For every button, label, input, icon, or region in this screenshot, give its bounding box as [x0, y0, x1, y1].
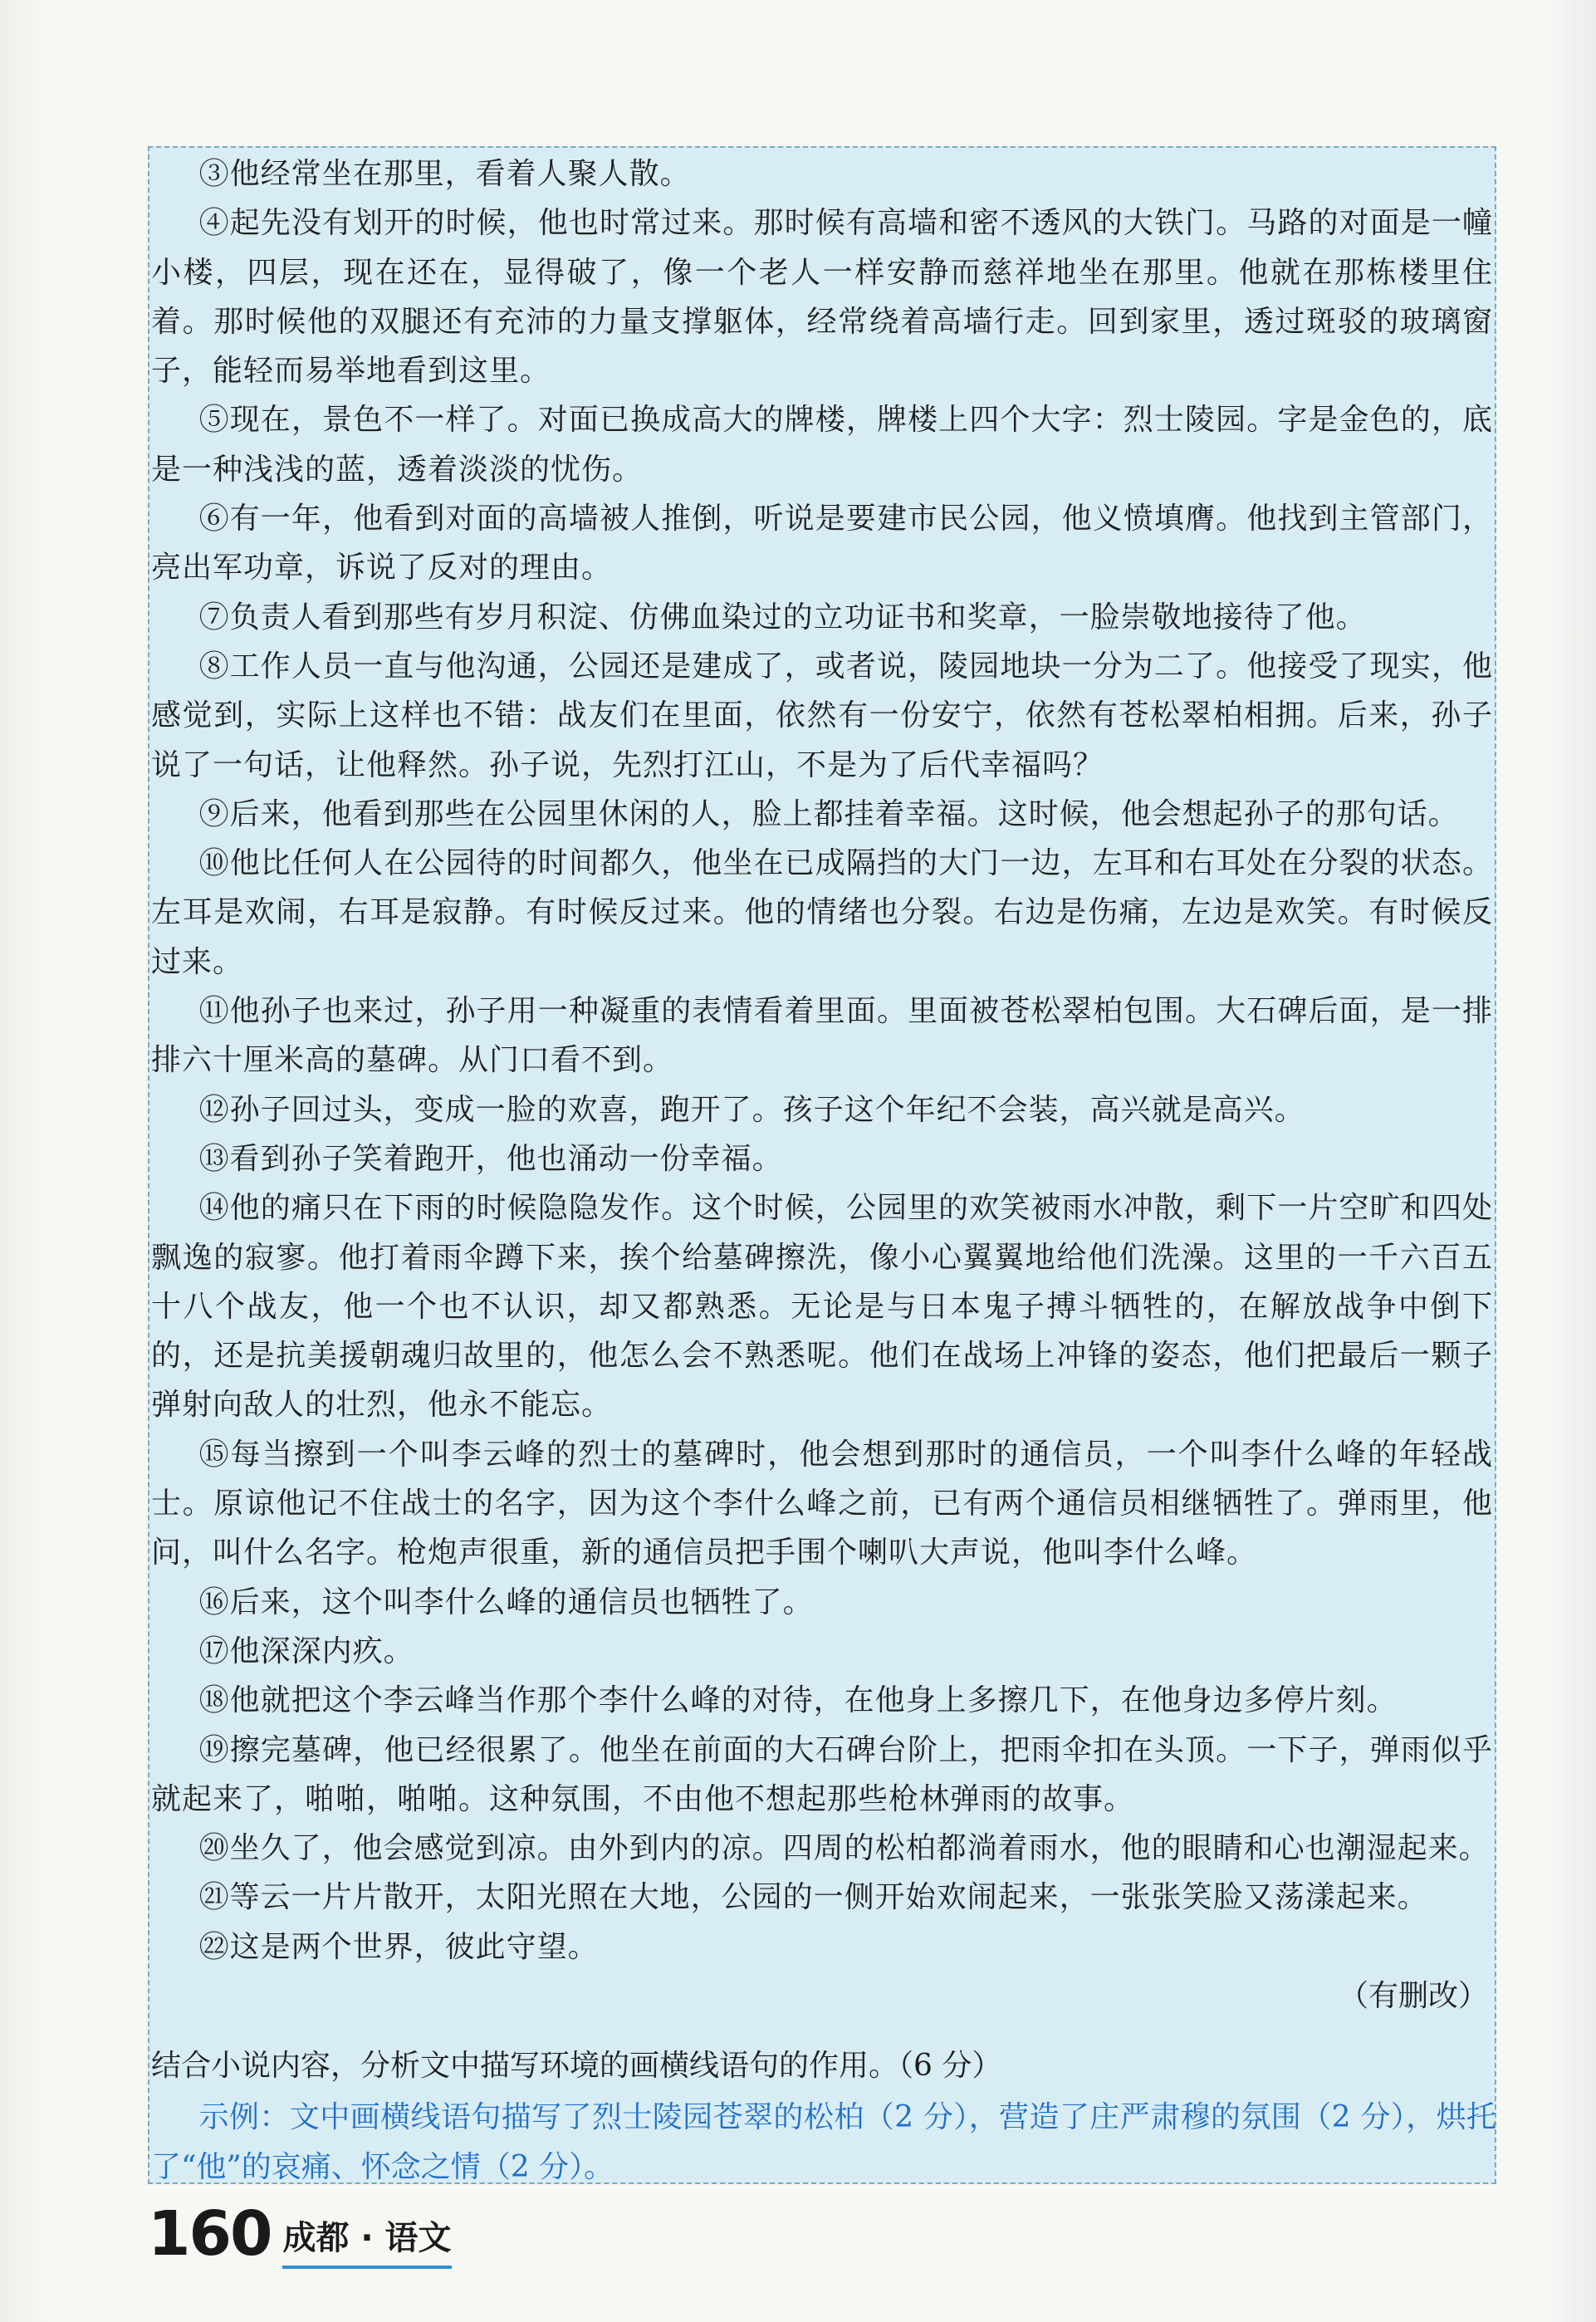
paragraph-22: ㉒这是两个世界，彼此守望。: [198, 1929, 599, 1964]
reading-passage: [148, 149, 1496, 2021]
paragraph-20: ⑳坐久了，他会感觉到凉。由外到内的凉。四周的松柏都淌着雨水，他的眼睛和心也潮湿起来。: [198, 1831, 1490, 1866]
paragraph-6: ⑥有一年，他看到对面的高墙被人推倒，听说是要建市民公园，他义愤填膺。他找到主管部门，亮出军功章，诉说了反对的理由。: [151, 502, 1493, 585]
paragraph-13: ⑬看到孙子笑着跑开，他也涌动一份幸福。: [198, 1141, 783, 1176]
title-underline: [282, 2266, 451, 2269]
paragraph-14: ⑭他的痛只在下雨的时候隐隐发作。这个时候，公园里的欢笑被雨水冲散，剩下一片空旷和四处飘逸的寂寥。他打着雨伞蹲下来，挨个给墓碑擦洗，像小心翼翼地给他们洗澡。这里的一千六百五十八个战友，他一个也不认识，却又都熟悉。无论是与日本鬼子搏斗牺牲的，在解放战争中倒下的，还是抗美援朝魂归故里的，他怎么会不熟悉呢。他们在战场上冲锋的姿态，他们把最后一颗子弹射向敌人的壮烈，他永不能忘。: [151, 1191, 1493, 1423]
paragraph-18: ⑱他就把这个李云峰当作那个李什么峰的对待，在他身上多擦几下，在他身边多停片刻。: [198, 1683, 1398, 1718]
source-note: （有删改）: [1338, 1978, 1488, 2013]
paragraph-10: ⑩他比任何人在公园待的时间都久，他坐在已成隔挡的大门一边，左耳和右耳处在分裂的状态。左耳是欢闹，右耳是寂静。有时候反过来。他的情绪也分裂。右边是伤痛，左边是欢笑。有时候反过来。: [151, 846, 1493, 979]
book-title-text: 成都 · 语文: [282, 2219, 452, 2257]
paragraph-7: ⑦负责人看到那些有岁月积淀、仿佛血染过的立功证书和奖章，一脸崇敬地接待了他。: [198, 600, 1367, 634]
paragraph-3: ③他经常坐在那里，看着人聚人散。: [198, 157, 691, 191]
paragraph-15: ⑮每当擦到一个叫李云峰的烈士的墓碑时，他会想到那时的通信员，一个叫李什么峰的年轻战士。原谅他记不住战士的名字，因为这个李什么峰之前，已有两个通信员相继牺牲了。弹雨里，他问，叫什么名字。枪炮声很重，新的通信员把手围个喇叭大声说，他叫李什么峰。: [151, 1437, 1493, 1570]
page-footer: [148, 2192, 452, 2270]
paragraph-11: ⑪他孙子也来过，孙子用一种凝重的表情看着里面。里面被苍松翠柏包围。大石碑后面，是一排排六十厘米高的墓碑。从门口看不到。: [151, 994, 1493, 1078]
paragraph-4: ④起先没有划开的时候，他也时常过来。那时候有高墙和密不透风的大铁门。马路的对面是一幢小楼，四层，现在还在，显得破了，像一个老人一样安静而慈祥地坐在那里。他就在那栋楼里住着。那时候他的双腿还有充沛的力量支撑躯体，经常绕着高墙行走。回到家里，透过斑驳的玻璃窗子，能轻而易举地看到这里。: [151, 206, 1493, 389]
paragraph-12: ⑫孙子回过头，变成一脸的欢喜，跑开了。孩子这个年纪不会装，高兴就是高兴。: [198, 1092, 1305, 1127]
answer-text: 示例：文中画横线语句描写了烈士陵园苍翠的松柏（2 分），营造了庄严肃穆的氛围（2 分），烘托了“他”的哀痛、怀念之情（2 分）。: [151, 2100, 1496, 2184]
paragraph-5: ⑤现在，景色不一样了。对面已换成高大的牌楼，牌楼上四个大字：烈士陵园。字是金色的，底是一种浅浅的蓝，透着淡淡的忧伤。: [151, 403, 1493, 487]
paragraph-19: ⑲擦完墓碑，他已经很累了。他坐在前面的大石碑台阶上，把雨伞扣在头顶。一下子，弹雨似乎就起来了，啪啪，啪啪。这种氛围，不由他不想起那些枪林弹雨的故事。: [151, 1732, 1493, 1816]
paragraph-21: ㉑等云一片片散开，太阳光照在大地，公园的一侧开始欢闹起来，一张张笑脸又荡漾起来。: [198, 1880, 1428, 1915]
page-number: 160: [148, 2198, 272, 2270]
paragraph-9: ⑨后来，他看到那些在公园里休闲的人，脸上都挂着幸福。这时候，他会想起孙子的那句话。: [198, 796, 1459, 831]
question-text: 结合小说内容，分析文中描写环境的画横线语句的作用。（6 分）: [151, 2049, 1002, 2083]
paragraph-16: ⑯后来，这个叫李什么峰的通信员也牺牲了。: [198, 1585, 814, 1619]
book-title: [282, 2212, 451, 2259]
paragraph-17: ⑰他深深内疚。: [198, 1634, 414, 1668]
paragraph-8: ⑧工作人员一直与他沟通，公园还是建成了，或者说，陵园地块一分为二了。他接受了现实，他感觉到，实际上这样也不错：战友们在里面，依然有一份安宁，依然有苍松翠柏相拥。后来，孙子说了一句话，让他释然。孙子说，先烈打江山，不是为了后代幸福吗？: [151, 649, 1493, 782]
